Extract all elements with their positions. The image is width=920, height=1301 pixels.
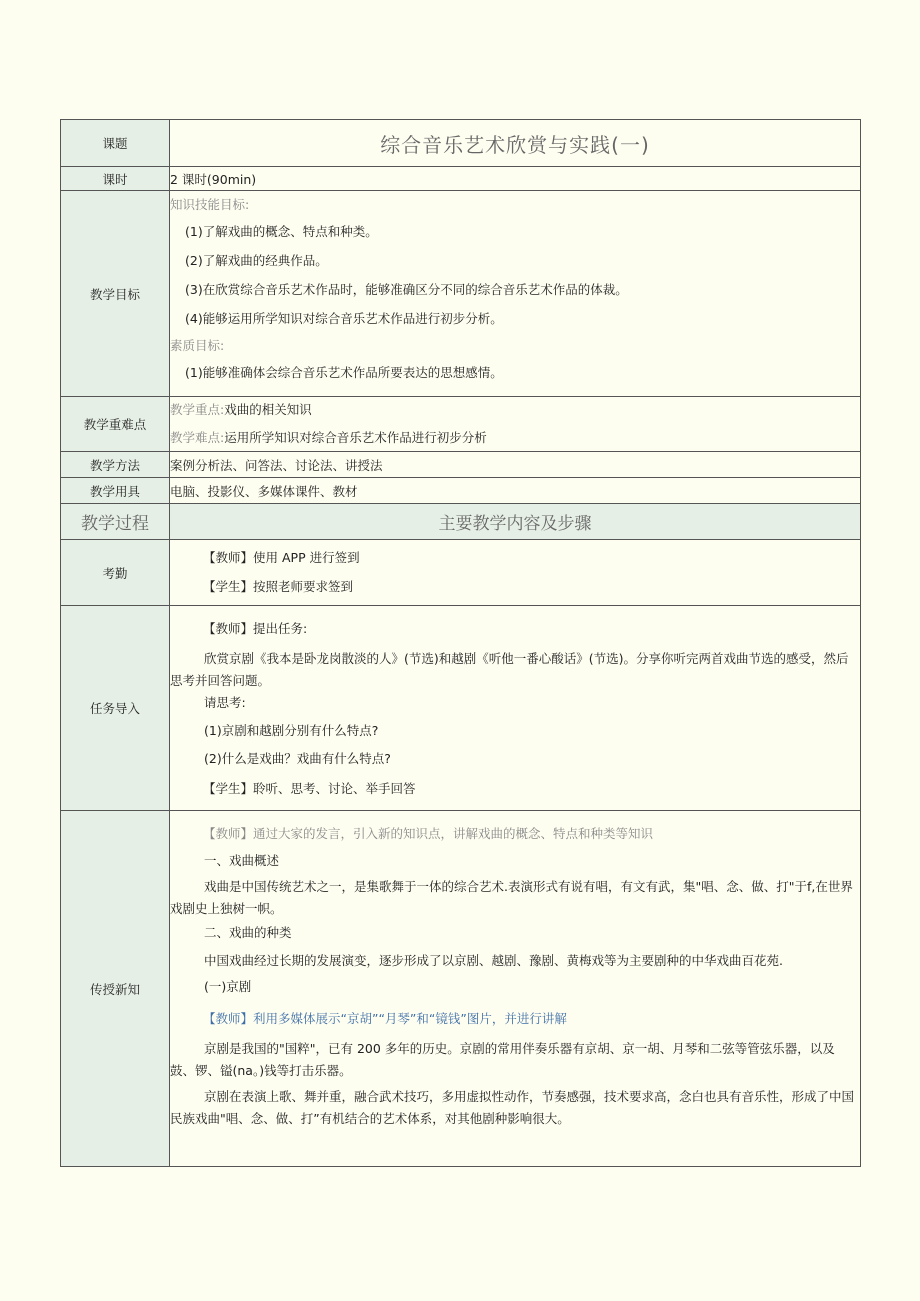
process-header-right: 主要教学内容及步骤 [170,504,861,540]
quality-item: (1)能够准确体会综合音乐艺术作品所要表达的思想感情。 [185,365,503,380]
hard-value: 运用所学知识对综合音乐艺术作品进行初步分析 [224,430,487,445]
intro-question: (1)京剧和越剧分别有什么特点? [204,723,379,738]
knowledge-item: (3)在欣赏综合音乐艺术作品时，能够准确区分不同的综合音乐艺术作品的体裁。 [185,282,628,297]
process-header-left: 教学过程 [61,504,170,540]
teach-teacher-note: 【教师】通过大家的发言，引入新的知识点，讲解戏曲的概念、特点和种类等知识 [203,826,654,841]
teach-heading: 二、戏曲的种类 [204,925,292,940]
teach-paragraph: 京剧在表演上歌、舞并重，融合武术技巧，多用虚拟性动作，节奏感强，技术要求高，念白也具有音乐性，形成了中国民族戏曲"唱、念、做、打”有机结合的艺术体系，对其他剧种影响很大。 [170,1089,855,1126]
teach-label: 传授新知 [61,811,170,1167]
quality-title: 素质目标: [170,338,225,353]
hours-label: 课时 [61,167,170,191]
knowledge-title: 知识技能目标: [170,197,250,212]
row-teach [61,811,861,1167]
tools-value: 电脑、投影仪、多媒体课件、教材 [170,478,861,504]
goals-label: 教学目标 [61,191,170,397]
row-key [61,397,861,452]
intro-teacher: 【教师】提出任务: [203,621,308,636]
teach-heading: 一、戏曲概述 [204,853,280,868]
teach-paragraph: 戏曲是中国传统艺术之一，是集歌舞于一体的综合艺术.表演形式有说有唱，有文有武，集"唱、念、做、打"于f,在世界戏剧史上独树一帜。 [170,879,853,916]
intro-think: 请思考: [204,695,246,710]
knowledge-item: (1)了解戏曲的概念、特点和种类。 [185,224,378,239]
key-value: 戏曲的相关知识 [224,402,312,417]
goals-content [170,191,861,397]
row-attendance [61,540,861,606]
row-topic [61,120,861,167]
intro-question: (2)什么是戏曲？戏曲有什么特点? [204,751,391,766]
topic-label: 课题 [61,120,170,167]
method-label: 教学方法 [61,452,170,478]
key-label: 教学重难点 [61,397,170,452]
intro-content [170,606,861,811]
attendance-line: 【学生】按照老师要求签到 [203,579,354,594]
teach-paragraph: 京剧是我国的"国粹"，已有 200 多年的历史。京剧的常用伴奏乐器有京胡、京一胡、月琴和二弦等管弦乐器，以及鼓、锣、镒(na。)钱等打击乐器。 [170,1041,835,1078]
row-method [61,452,861,478]
hours-value: 2 课时(90min) [170,167,861,191]
teach-teacher-note: 【教师】利用多媒体展示“京胡”“月琴”和“镜钱”图片，并进行讲解 [203,1011,567,1026]
row-process-header [61,504,861,540]
hard-title: 教学难点: [170,430,225,445]
intro-paragraph: 欣赏京剧《我本是卧龙岗散淡的人》(节选)和越剧《听他一番心酸话》(节选)。分享你听完两首戏曲节选的感受，然后思考并回答问题。 [170,651,849,688]
tools-label: 教学用具 [61,478,170,504]
teach-content [170,811,861,1167]
row-hours [61,167,861,191]
key-content [170,397,861,452]
knowledge-item: (2)了解戏曲的经典作品。 [185,253,328,268]
row-goals [61,191,861,397]
attendance-line: 【教师】使用 APP 进行签到 [203,550,360,565]
method-value: 案例分析法、问答法、讨论法、讲授法 [170,452,861,478]
key-title: 教学重点: [170,402,225,417]
lesson-plan-table [60,119,861,1167]
topic-value: 综合音乐艺术欣赏与实践(一) [170,120,861,167]
row-intro [61,606,861,811]
attendance-label: 考勤 [61,540,170,606]
intro-label: 任务导入 [61,606,170,811]
knowledge-item: (4)能够运用所学知识对综合音乐艺术作品进行初步分析。 [185,311,503,326]
teach-paragraph: 中国戏曲经过长期的发展演变，逐步形成了以京剧、越剧、豫剧、黄梅戏等为主要剧种的中华戏曲百花苑. [204,953,783,968]
intro-student: 【学生】聆听、思考、讨论、举手回答 [203,781,416,796]
row-tools [61,478,861,504]
teach-heading: (一)京剧 [204,979,252,994]
attendance-content [170,540,861,606]
